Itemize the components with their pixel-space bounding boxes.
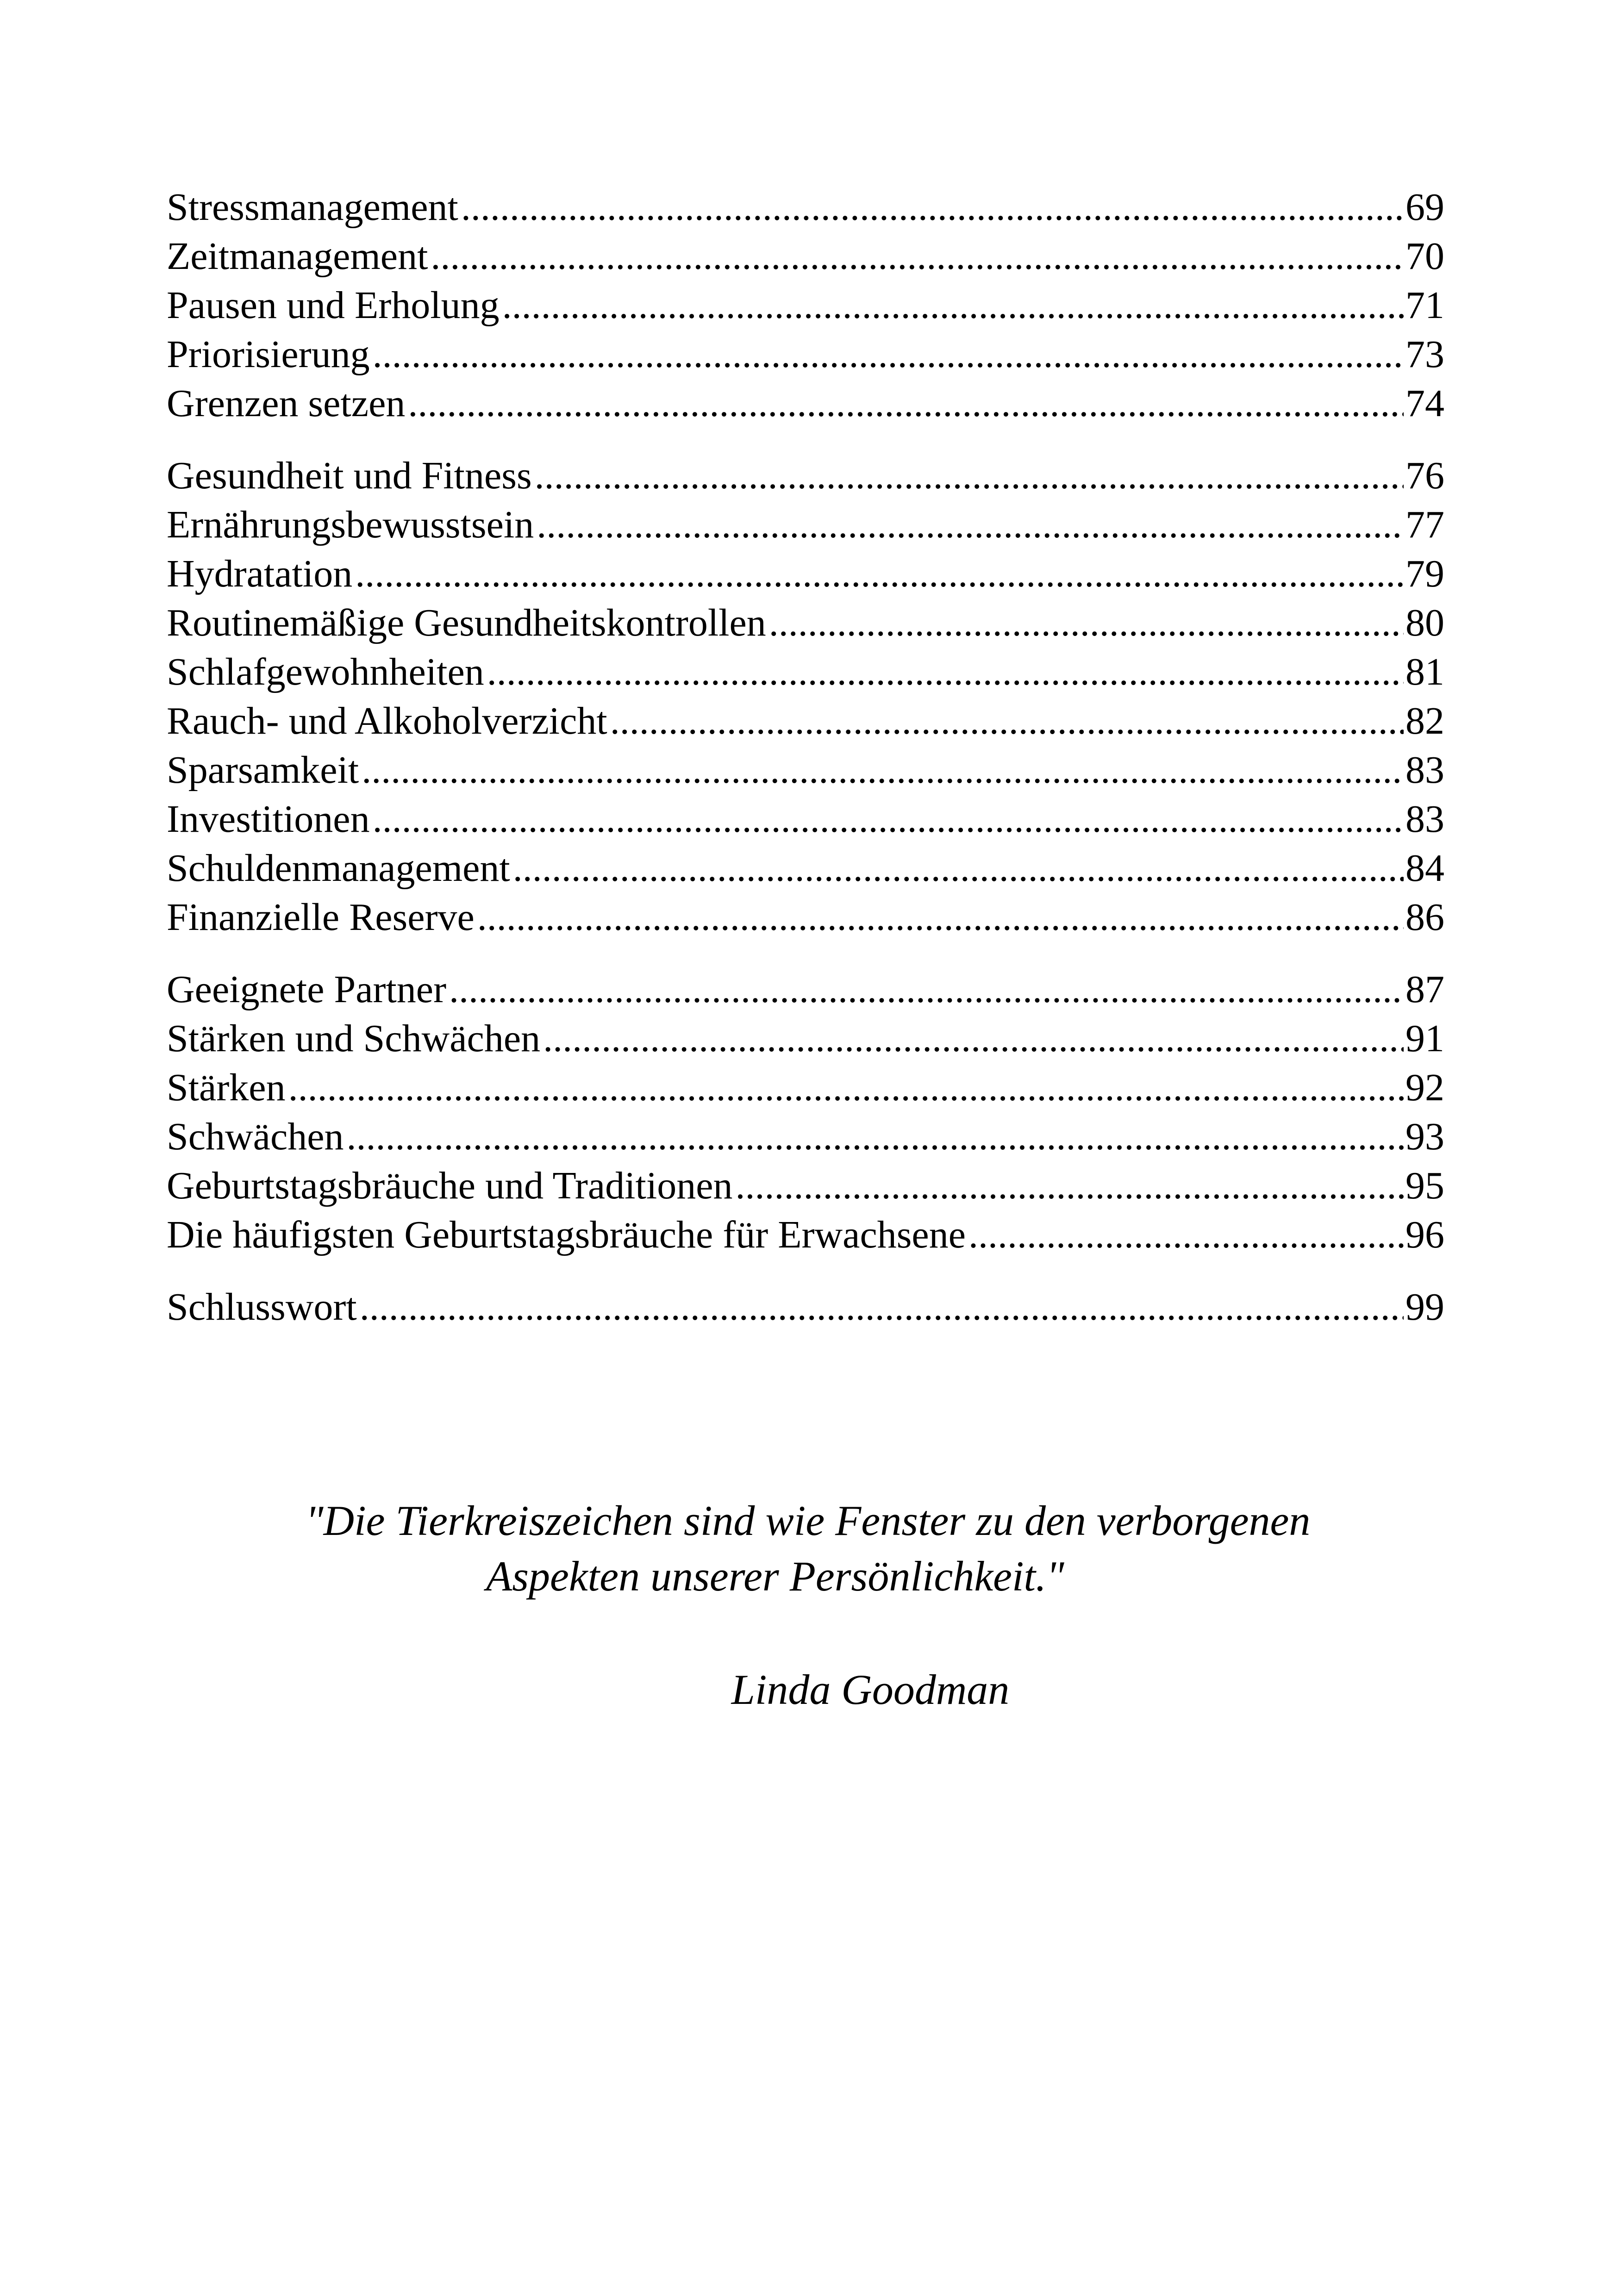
toc-entry <box>167 746 1444 795</box>
toc-entry-title: Priorisierung <box>167 333 370 376</box>
toc-dot-leader <box>502 281 1404 330</box>
toc-entry <box>167 599 1444 648</box>
toc-entry-title: Ernährungsbewusstsein <box>167 503 534 546</box>
toc-entry-title: Grenzen setzen <box>167 382 406 425</box>
toc-entry-title: Gesundheit und Fitness <box>167 454 532 497</box>
toc-entry-page-number: 69 <box>1405 186 1444 229</box>
toc-group <box>167 1283 1444 1332</box>
toc-entry-page-number: 92 <box>1405 1066 1444 1109</box>
toc-entry <box>167 549 1444 599</box>
quote-line-2: Aspekten unserer Persönlichkeit." <box>486 1553 1064 1600</box>
toc-entry-page-number: 84 <box>1405 847 1444 890</box>
toc-dot-leader <box>535 451 1404 500</box>
toc-dot-leader <box>355 549 1404 599</box>
toc-dot-leader <box>449 965 1404 1014</box>
toc-entry <box>167 330 1444 379</box>
toc-entry <box>167 1283 1444 1332</box>
toc-entry-page-number: 73 <box>1405 333 1444 376</box>
toc-entry-title: Schwächen <box>167 1115 344 1158</box>
toc-entry <box>167 1161 1444 1210</box>
quote-author <box>167 1662 1444 1717</box>
toc-dot-leader <box>543 1014 1404 1063</box>
toc-entry-page-number: 81 <box>1405 650 1444 693</box>
toc-entry <box>167 451 1444 500</box>
toc-entry-page-number: 91 <box>1405 1017 1444 1060</box>
toc-entry-page-number: 82 <box>1405 699 1444 742</box>
toc-dot-leader <box>373 795 1404 844</box>
toc-entry <box>167 1014 1444 1063</box>
toc-entry-title: Finanzielle Reserve <box>167 896 475 939</box>
toc-entry <box>167 183 1444 232</box>
toc-entry <box>167 844 1444 893</box>
toc-entry-page-number: 83 <box>1405 748 1444 792</box>
toc-dot-leader <box>373 330 1404 379</box>
toc-entry-title: Schlusswort <box>167 1285 357 1328</box>
toc-entry <box>167 1063 1444 1112</box>
toc-entry-title: Rauch- und Alkoholverzicht <box>167 699 607 742</box>
toc-dot-leader <box>487 648 1404 697</box>
toc-dot-leader <box>347 1112 1404 1161</box>
toc-dot-leader <box>362 746 1404 795</box>
toc-entry-title: Schuldenmanagement <box>167 847 510 890</box>
toc-entry-page-number: 86 <box>1405 896 1444 939</box>
quote-line-1: "Die Tierkreiszeichen sind wie Fenster zu den verborgenen <box>306 1497 1311 1544</box>
toc-entry-title: Pausen und Erholung <box>167 284 500 327</box>
toc-entry <box>167 1210 1444 1260</box>
toc-entry-title: Stressmanagement <box>167 186 458 229</box>
toc-entry-page-number: 70 <box>1405 235 1444 278</box>
toc-entry-title: Routinemäßige Gesundheitskontrollen <box>167 601 766 644</box>
toc-entry-title: Geeignete Partner <box>167 968 447 1011</box>
toc-entry-page-number: 74 <box>1405 382 1444 425</box>
toc-entry-title: Zeitmanagement <box>167 235 428 278</box>
toc-entry-page-number: 83 <box>1405 798 1444 841</box>
toc-entry-title: Die häufigsten Geburtstagsbräuche für Erwachsene <box>167 1213 966 1256</box>
toc-entry <box>167 281 1444 330</box>
quote <box>167 1493 1444 1604</box>
toc-dot-leader <box>477 893 1404 942</box>
toc-dot-leader <box>769 599 1404 648</box>
toc-entry-page-number: 77 <box>1405 503 1444 546</box>
toc-entry-page-number: 95 <box>1405 1164 1444 1207</box>
toc-entry-page-number: 76 <box>1405 454 1444 497</box>
toc-dot-leader <box>610 697 1404 746</box>
toc-entry <box>167 500 1444 549</box>
toc-dot-leader <box>360 1283 1404 1332</box>
toc-entry <box>167 697 1444 746</box>
toc-group <box>167 451 1444 942</box>
toc-entry <box>167 379 1444 428</box>
toc-entry-page-number: 79 <box>1405 552 1444 595</box>
toc-entry <box>167 232 1444 281</box>
toc-entry-title: Geburtstagsbräuche und Traditionen <box>167 1164 733 1207</box>
toc-dot-leader <box>968 1210 1404 1260</box>
toc-entry-title: Hydratation <box>167 552 353 595</box>
toc-entry-title: Stärken <box>167 1066 286 1109</box>
toc-dot-leader <box>537 500 1404 549</box>
toc-entry <box>167 965 1444 1014</box>
toc-entry-page-number: 87 <box>1405 968 1444 1011</box>
toc-entry <box>167 893 1444 942</box>
toc-dot-leader <box>288 1063 1404 1112</box>
toc-entry-page-number: 93 <box>1405 1115 1444 1158</box>
quote-author-name: Linda Goodman <box>731 1666 1010 1713</box>
toc-dot-leader <box>735 1161 1404 1210</box>
toc-entry-title: Investitionen <box>167 798 370 841</box>
toc-dot-leader <box>513 844 1404 893</box>
toc-dot-leader <box>408 379 1404 428</box>
toc-entry-page-number: 96 <box>1405 1213 1444 1256</box>
toc-entry <box>167 1112 1444 1161</box>
toc-entry <box>167 795 1444 844</box>
toc-entry <box>167 648 1444 697</box>
toc-entry-page-number: 99 <box>1405 1285 1444 1328</box>
toc-dot-leader <box>461 183 1404 232</box>
toc-group <box>167 183 1444 428</box>
toc-entry-title: Sparsamkeit <box>167 748 359 792</box>
toc-entry-page-number: 80 <box>1405 601 1444 644</box>
toc-group <box>167 965 1444 1260</box>
toc-entry-title: Stärken und Schwächen <box>167 1017 541 1060</box>
toc-dot-leader <box>431 232 1404 281</box>
toc-entry-page-number: 71 <box>1405 284 1444 327</box>
toc-entry-title: Schlafgewohnheiten <box>167 650 484 693</box>
table-of-contents <box>167 183 1444 1332</box>
